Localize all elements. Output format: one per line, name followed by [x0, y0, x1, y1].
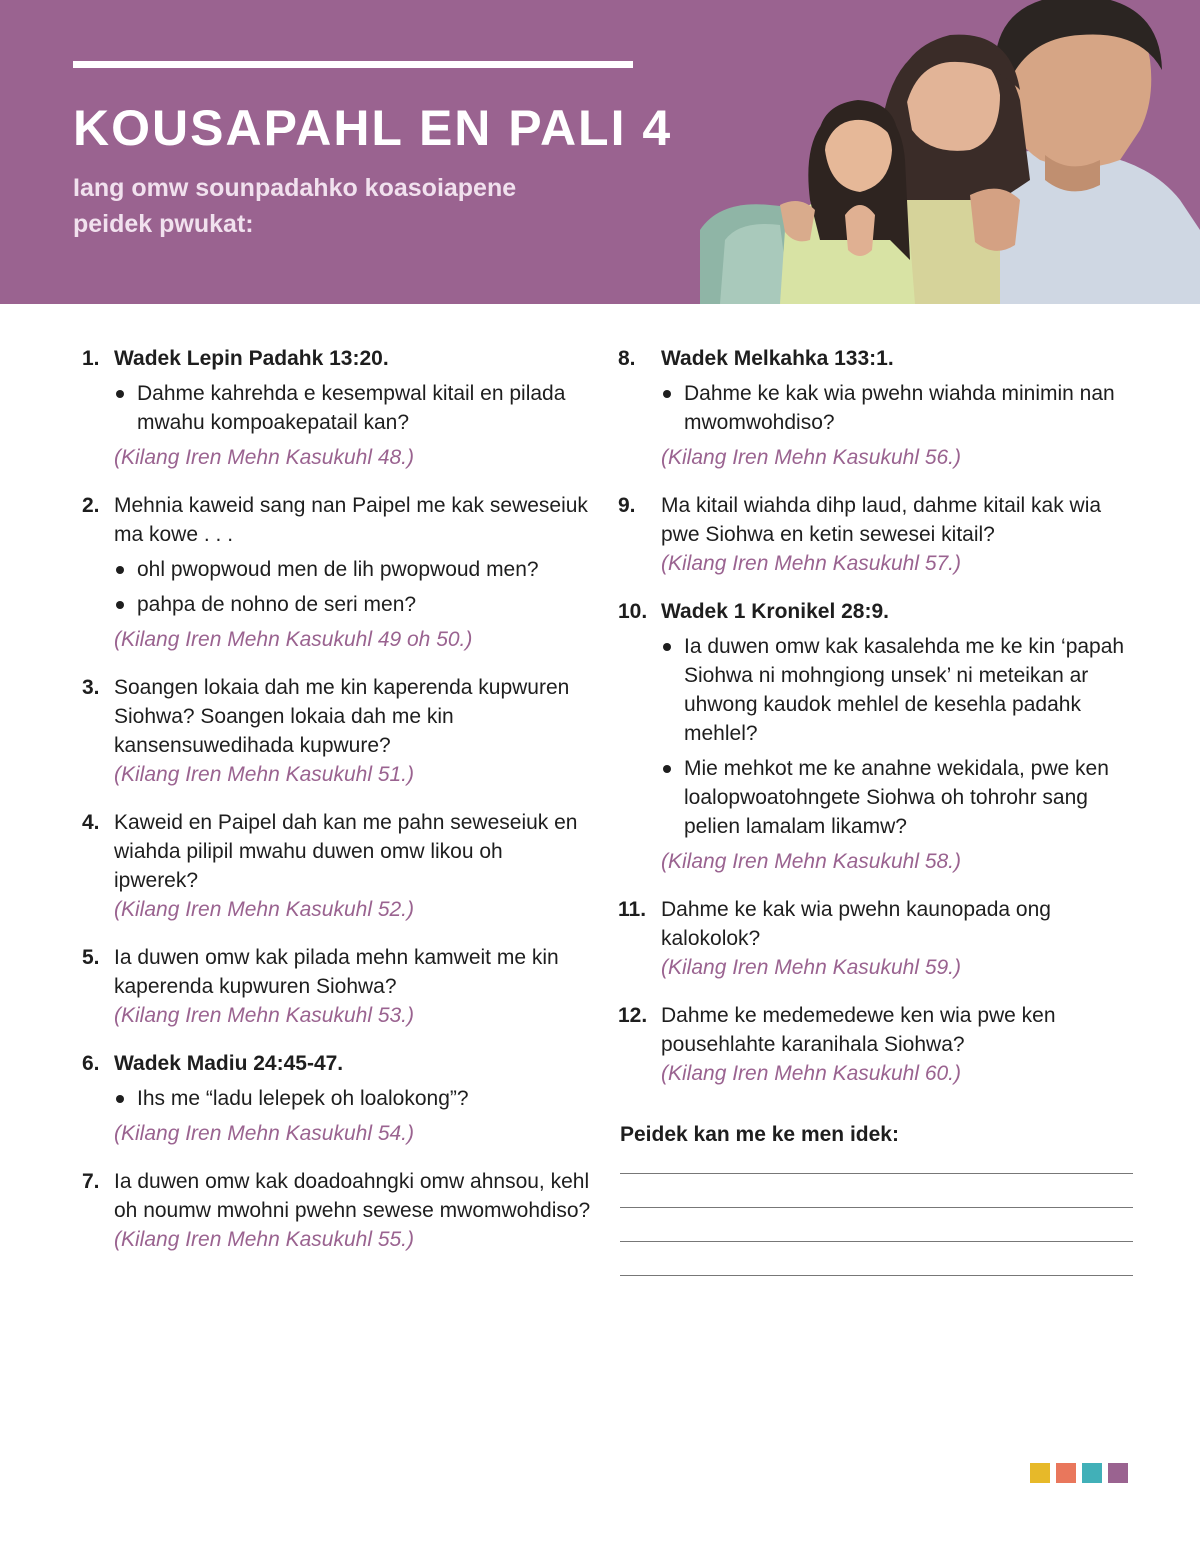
header-banner	[0, 0, 1200, 304]
lesson-reference: (Kilang Iren Mehn Kasukuhl 54.)	[114, 1122, 414, 1145]
question-item	[618, 344, 1138, 472]
question-bullet	[114, 555, 592, 584]
question-body	[114, 673, 592, 789]
question-body	[114, 1049, 592, 1148]
bullet-text: Dahme ke kak wia pwehn wiahda minimin nan mwomwohdiso?	[684, 382, 1115, 434]
question-item	[82, 1167, 592, 1254]
question-item	[82, 491, 592, 654]
question-number: 11.	[618, 898, 647, 921]
question-text: Wadek Melkahka 133:1.	[661, 347, 894, 370]
question-item	[82, 673, 592, 789]
question-text: Wadek 1 Kronikel 28:9.	[661, 600, 889, 623]
lesson-reference: (Kilang Iren Mehn Kasukuhl 58.)	[661, 850, 961, 873]
question-body	[114, 344, 592, 472]
bullet-text: Dahme kahrehda e kesempwal kitail en pilada mwahu kompoakepatail kan?	[137, 382, 566, 434]
question-text: Dahme ke medemedewe ken wia pwe ken pousehlahte karanihala Siohwa?	[661, 1004, 1056, 1056]
bullet-text: Ihs me “ladu lelepek oh loalokong”?	[137, 1087, 469, 1110]
notes-line[interactable]	[620, 1173, 1133, 1174]
question-item	[618, 895, 1138, 982]
question-item	[618, 1001, 1138, 1088]
question-item	[82, 1049, 592, 1148]
notes-line[interactable]	[620, 1207, 1133, 1208]
question-body	[114, 808, 592, 924]
footer-color-squares	[1030, 1463, 1128, 1483]
notes-line[interactable]	[620, 1241, 1133, 1242]
question-number: 7.	[82, 1170, 100, 1193]
question-bullet	[661, 754, 1138, 841]
bullet-dot-icon	[116, 566, 124, 574]
bullet-dot-icon	[663, 765, 671, 773]
question-number: 6.	[82, 1052, 100, 1075]
bullet-dot-icon	[116, 1095, 124, 1103]
question-number: 9.	[618, 494, 636, 517]
page-title: KOUSAPAHL EN PALI 4	[73, 100, 673, 156]
question-body	[661, 895, 1138, 982]
notes-line[interactable]	[620, 1275, 1133, 1276]
lesson-reference: (Kilang Iren Mehn Kasukuhl 53.)	[114, 1004, 414, 1027]
color-square	[1082, 1463, 1102, 1483]
questions-right-column	[618, 344, 1138, 1107]
header-rule	[73, 61, 633, 68]
bullet-dot-icon	[663, 643, 671, 651]
bullet-text: Mie mehkot me ke anahne wekidala, pwe ken loalopwoatohngete Siohwa oh tohrohr sang pelien lamalam likamw?	[684, 757, 1109, 838]
question-number: 4.	[82, 811, 100, 834]
question-body	[661, 1001, 1138, 1088]
question-item	[618, 597, 1138, 876]
question-item	[82, 808, 592, 924]
question-item	[82, 344, 592, 472]
question-text: Mehnia kaweid sang nan Paipel me kak seweseiuk ma kowe . . .	[114, 494, 588, 546]
lesson-reference: (Kilang Iren Mehn Kasukuhl 49 oh 50.)	[114, 628, 473, 651]
question-bullet	[661, 379, 1138, 437]
question-text: Dahme ke kak wia pwehn kaunopada ong kalokolok?	[661, 898, 1051, 950]
color-square	[1030, 1463, 1050, 1483]
bullet-text: pahpa de nohno de seri men?	[137, 593, 417, 616]
bullet-dot-icon	[116, 601, 124, 609]
question-number: 3.	[82, 676, 100, 699]
bullet-text: Ia duwen omw kak kasalehda me ke kin ‘papah Siohwa ni mohngiong unsek’ ni meteikan ar uhwong kaudok mehlel de kesehla padahk mehlel?	[684, 635, 1125, 745]
lesson-reference: (Kilang Iren Mehn Kasukuhl 59.)	[661, 956, 961, 979]
question-text: Ia duwen omw kak pilada mehn kamweit me kin kaperenda kupwuren Siohwa?	[114, 946, 559, 998]
question-bullet	[114, 379, 592, 437]
question-body	[114, 1167, 592, 1254]
lesson-reference: (Kilang Iren Mehn Kasukuhl 52.)	[114, 898, 414, 921]
family-praying-illustration	[700, 0, 1200, 304]
question-number: 1.	[82, 347, 100, 370]
lesson-reference: (Kilang Iren Mehn Kasukuhl 56.)	[661, 446, 961, 469]
question-body	[661, 344, 1138, 472]
question-body	[661, 597, 1138, 876]
bullet-text: ohl pwopwoud men de lih pwopwoud men?	[137, 558, 539, 581]
question-text: Wadek Madiu 24:45-47.	[114, 1052, 344, 1075]
notes-label: Peidek kan me ke men idek:	[620, 1123, 899, 1146]
question-text: Ia duwen omw kak doadoahngki omw ahnsou, kehl oh noumw mwohni pwehn sewese mwomwohdiso?	[114, 1170, 591, 1222]
question-item	[618, 491, 1138, 578]
lesson-reference: (Kilang Iren Mehn Kasukuhl 51.)	[114, 763, 414, 786]
question-text: Soangen lokaia dah me kin kaperenda kupwuren Siohwa? Soangen lokaia dah me kin kansensuwedihada kupwure?	[114, 676, 570, 757]
questions-left-column	[82, 344, 592, 1273]
question-text: Ma kitail wiahda dihp laud, dahme kitail kak wia pwe Siohwa en ketin sewesei kitail?	[661, 494, 1102, 546]
question-number: 2.	[82, 494, 100, 517]
question-bullet	[114, 590, 592, 619]
lesson-reference: (Kilang Iren Mehn Kasukuhl 48.)	[114, 446, 414, 469]
question-number: 8.	[618, 347, 636, 370]
question-number: 5.	[82, 946, 100, 969]
question-bullet	[114, 1084, 592, 1113]
lesson-reference: (Kilang Iren Mehn Kasukuhl 57.)	[661, 552, 961, 575]
question-body	[114, 491, 592, 654]
lesson-reference: (Kilang Iren Mehn Kasukuhl 60.)	[661, 1062, 961, 1085]
question-number: 10.	[618, 600, 648, 623]
bullet-dot-icon	[663, 390, 671, 398]
question-bullet	[661, 632, 1138, 748]
question-text: Wadek Lepin Padahk 13:20.	[114, 347, 389, 370]
color-square	[1056, 1463, 1076, 1483]
question-item	[82, 943, 592, 1030]
question-number: 12.	[618, 1004, 648, 1027]
question-body	[114, 943, 592, 1030]
lesson-reference: (Kilang Iren Mehn Kasukuhl 55.)	[114, 1228, 414, 1251]
page-subtitle: Iang omw sounpadahko koasoiapene peidek pwukat:	[73, 174, 517, 238]
question-text: Kaweid en Paipel dah kan me pahn seweseiuk en wiahda pilipil mwahu duwen omw likou oh ipwerek?	[114, 811, 578, 892]
color-square	[1108, 1463, 1128, 1483]
bullet-dot-icon	[116, 390, 124, 398]
question-body	[661, 491, 1138, 578]
